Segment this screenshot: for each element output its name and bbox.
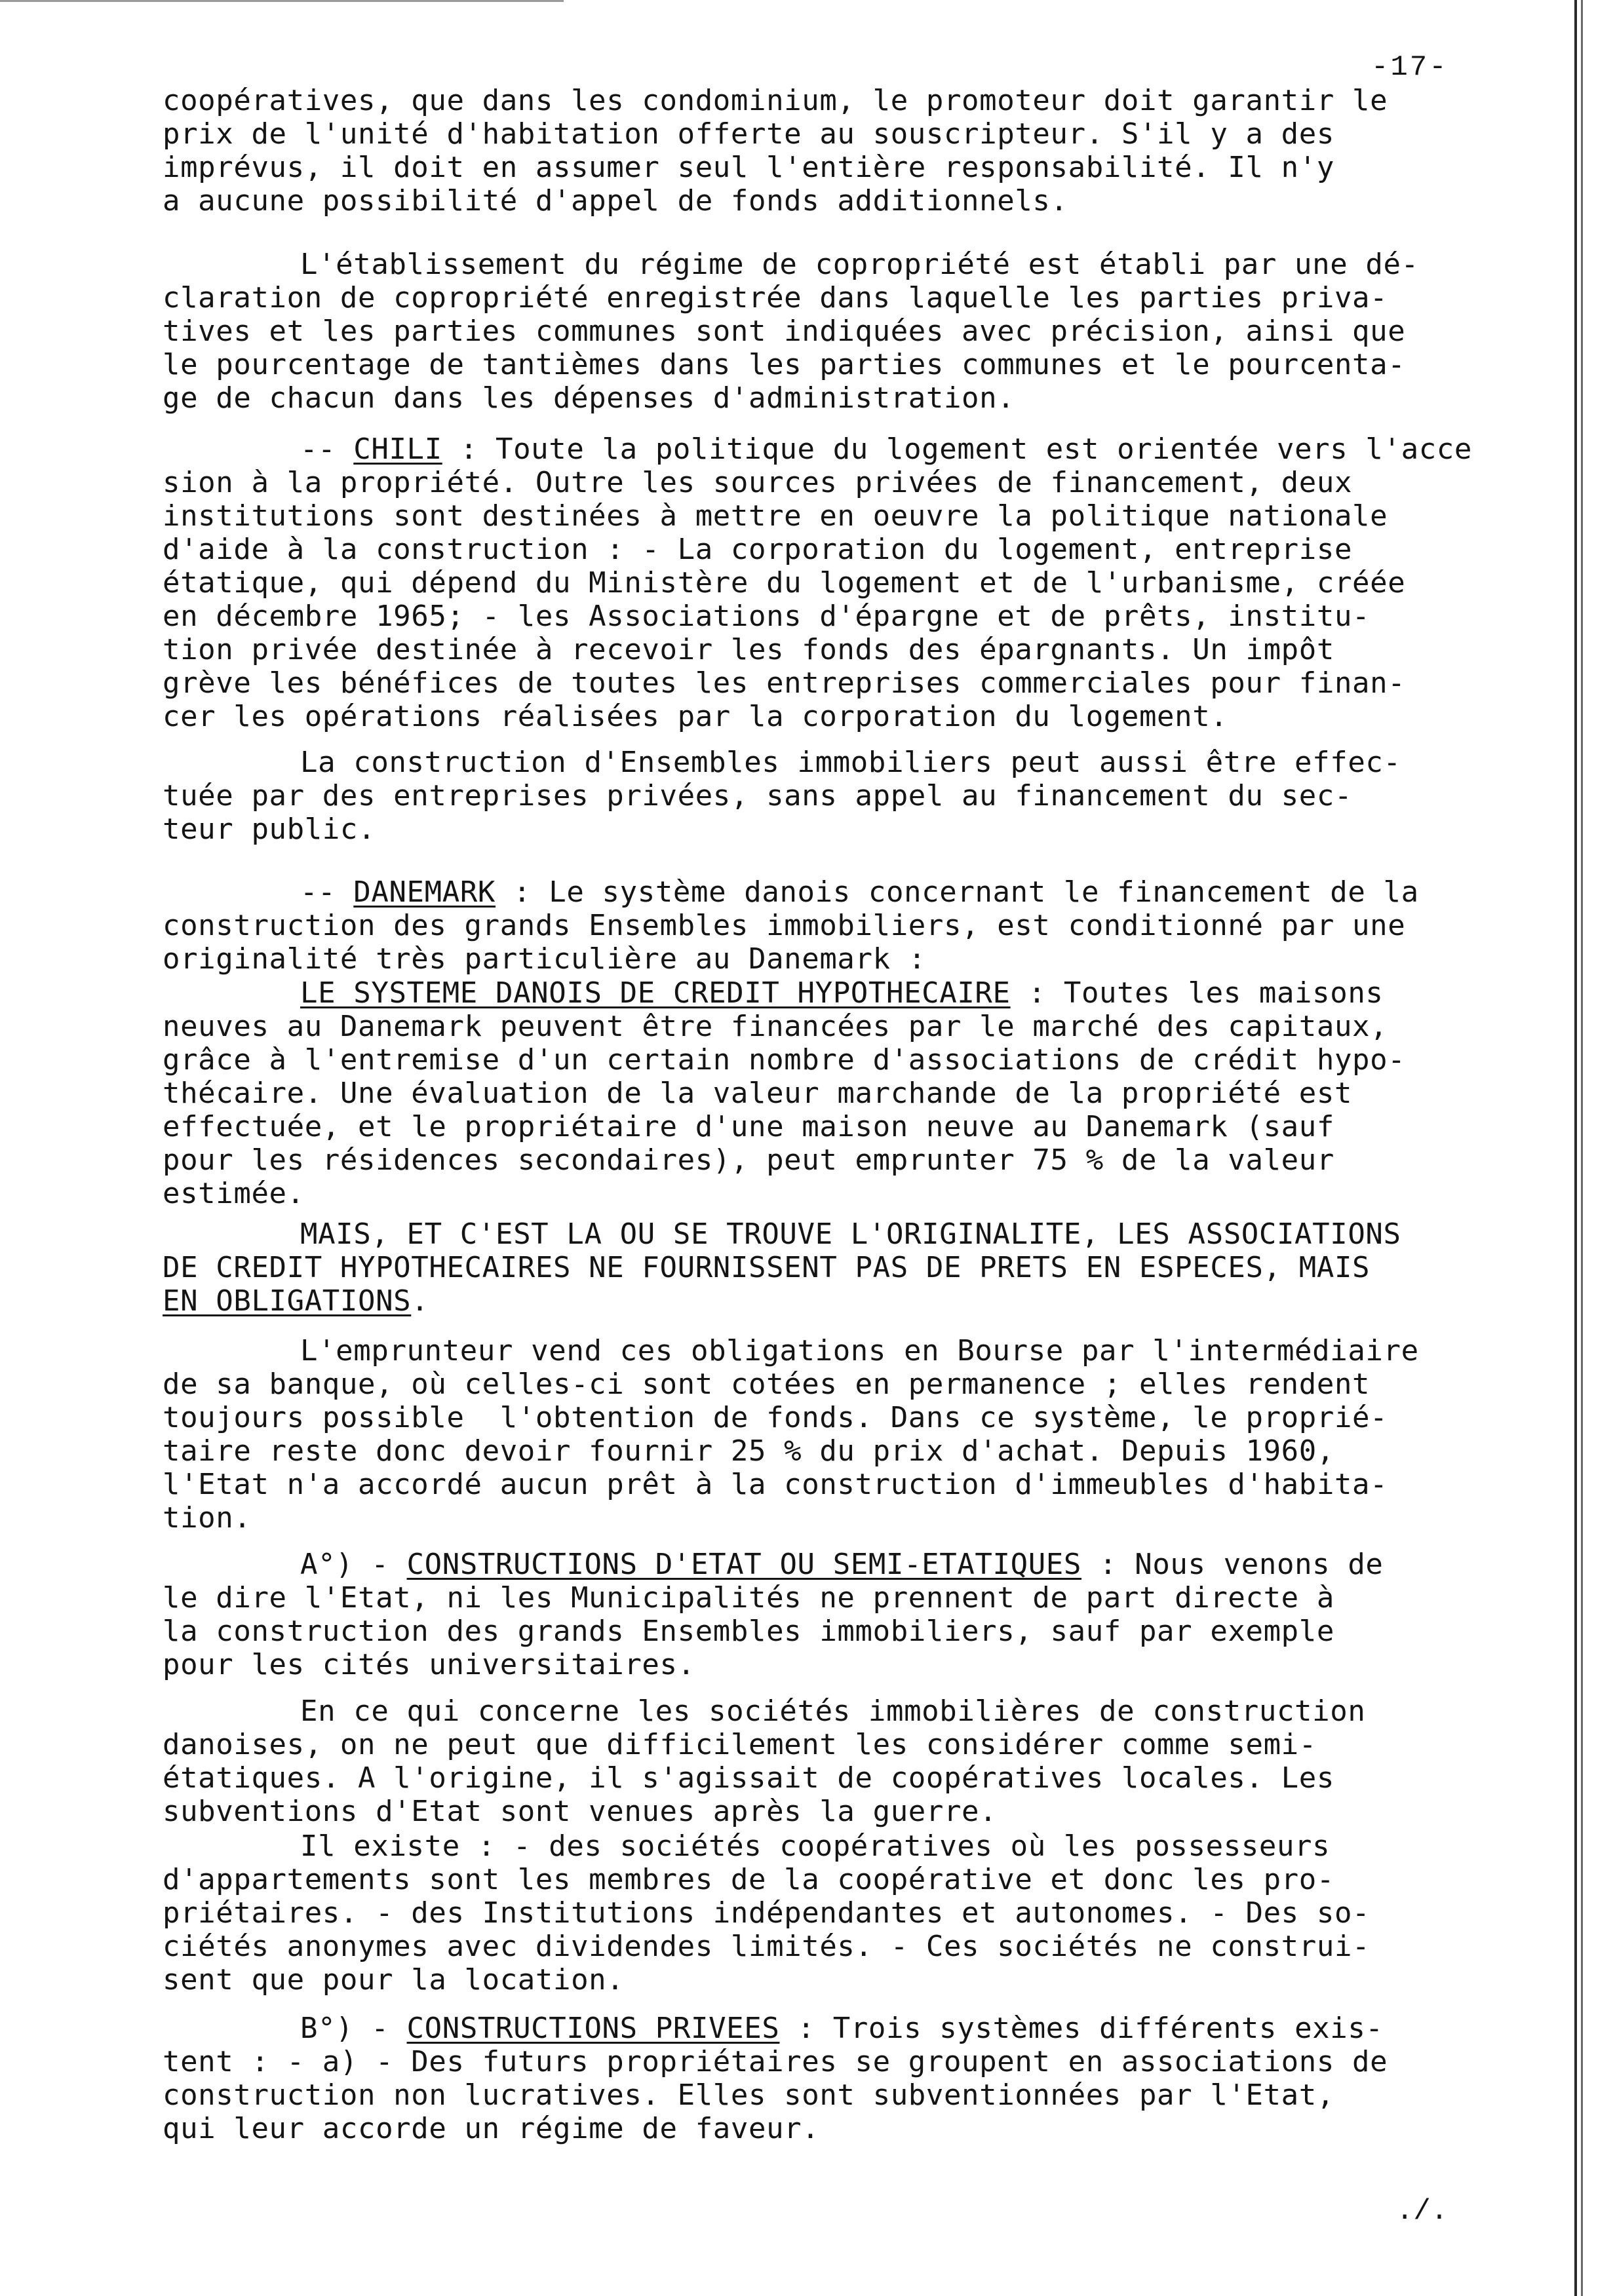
text-line: l'Etat n'a accordé aucun prêt à la construction d'immeubles d'habita-	[163, 1468, 1388, 1501]
text-line: la construction des grands Ensembles immobiliers, sauf par exemple	[163, 1615, 1334, 1648]
paragraph-danemark	[163, 875, 1559, 976]
text-line: La construction d'Ensembles immobiliers peut aussi être effec-	[300, 746, 1401, 779]
paragraph-societes-danoises	[163, 1694, 1559, 1828]
text-line: : Toutes les maisons	[1010, 976, 1384, 1010]
text-line: en décembre 1965; - les Associations d'épargne et de prêts, institu-	[163, 600, 1371, 633]
text-line: : Trois systèmes différents exis-	[779, 2012, 1384, 2045]
text-line: le pourcentage de tantièmes dans les parties communes et le pourcenta-	[163, 348, 1406, 381]
text-line: thécaire. Une évaluation de la valeur marchande de la propriété est	[163, 1077, 1353, 1110]
paragraph-originalite	[163, 1217, 1559, 1318]
text-line: claration de copropriété enregistrée dans laquelle les parties priva-	[163, 281, 1388, 315]
chili-lead-indent	[163, 432, 300, 466]
text-line: priétaires. - des Institutions indépendantes et autonomes. - Des so-	[163, 1896, 1371, 1930]
text-line: toujours possible l'obtention de fonds. Dans ce système, le proprié-	[163, 1401, 1388, 1434]
heading-chili: CHILI	[353, 432, 442, 466]
text-line: a aucune possibilité d'appel de fonds additionnels.	[163, 184, 1068, 218]
text-line: tion privée destinée à recevoir les fonds des épargnants. Un impôt	[163, 633, 1334, 666]
text-line: subventions d'Etat sont venues après la guerre.	[163, 1795, 998, 1828]
dash-lead: --	[300, 875, 354, 909]
section-a-indent	[163, 1548, 300, 1581]
text-line: teur public.	[163, 813, 376, 846]
section-b-indent	[163, 2012, 300, 2045]
text-line: DE CREDIT HYPOTHECAIRES NE FOURNISSENT PAS DE PRETS EN ESPECES, MAIS	[163, 1251, 1371, 1284]
heading-danemark: DANEMARK	[353, 875, 496, 909]
paragraph-emprunteur	[163, 1334, 1559, 1535]
paragraph-credit-hypothecaire	[163, 976, 1559, 1210]
heading-credit-hypothecaire: LE SYSTEME DANOIS DE CREDIT HYPOTHECAIRE	[300, 976, 1011, 1010]
text-line: sent que pour la location.	[163, 1963, 625, 1997]
text-line: tives et les parties communes sont indiquées avec précision, ainsi que	[163, 315, 1406, 348]
text-line: Il existe : - des sociétés coopératives où les possesseurs	[300, 1829, 1331, 1863]
text-line: étatiques. A l'origine, il s'agissait de coopératives locales. Les	[163, 1761, 1334, 1795]
text-line: qui leur accorde un régime de faveur.	[163, 2112, 820, 2145]
paragraph-il-existe	[163, 1829, 1559, 1997]
text-line: : Le système danois concernant le financement de la	[496, 875, 1419, 909]
text-line: tion.	[163, 1501, 252, 1535]
text-line: coopératives, que dans les condominium, le promoteur doit garantir le	[163, 84, 1388, 117]
text-line: imprévus, il doit en assumer seul l'entière responsabilité. Il n'y	[163, 151, 1334, 184]
heading-constructions-etat: CONSTRUCTIONS D'ETAT OU SEMI-ETATIQUES	[406, 1548, 1081, 1581]
continuation-mark: ./.	[1396, 2195, 1449, 2228]
text-line: pour les résidences secondaires), peut emprunter 75 % de la valeur	[163, 1143, 1334, 1177]
text-line: cer les opérations réalisées par la corporation du logement.	[163, 700, 1228, 733]
paragraph-constructions-etat	[163, 1548, 1559, 1681]
text-line: étatique, qui dépend du Ministère du logement et de l'urbanisme, créée	[163, 566, 1406, 600]
text-line: pour les cités universitaires.	[163, 1648, 695, 1681]
paragraph-intro-continued	[163, 84, 1559, 218]
text-line: taire reste donc devoir fournir 25 % du prix d'achat. Depuis 1960,	[163, 1434, 1334, 1468]
danemark-lead-indent	[163, 875, 300, 909]
text-line: : Nous venons de	[1081, 1548, 1384, 1581]
paragraph-chili	[163, 432, 1559, 733]
section-a-label: A°) -	[300, 1548, 407, 1581]
text-line: ge de chacun dans les dépenses d'administration.	[163, 381, 1015, 415]
emphasis-en-obligations: EN OBLIGATIONS	[163, 1284, 412, 1318]
paragraph-constructions-privees	[163, 2012, 1559, 2145]
text-line: grève les bénéfices de toutes les entreprises commerciales pour finan-	[163, 666, 1406, 700]
heading-constructions-privees: CONSTRUCTIONS PRIVEES	[406, 2012, 780, 2045]
text-line: construction non lucratives. Elles sont subventionnées par l'Etat,	[163, 2078, 1334, 2112]
dash-lead: --	[300, 432, 354, 466]
paragraph-ensembles-prives	[163, 746, 1559, 846]
text-line: institutions sont destinées à mettre en oeuvre la politique nationale	[163, 499, 1388, 533]
text-line: tuée par des entreprises privées, sans appel au financement du sec-	[163, 779, 1353, 813]
text-line: : Toute la politique du logement est orientée vers l'acce	[442, 432, 1472, 466]
text-line: En ce qui concerne les sociétés immobilières de construction	[300, 1694, 1366, 1728]
top-edge-rule	[0, 0, 564, 2]
text-line: L'emprunteur vend ces obligations en Bourse par l'intermédiaire	[300, 1334, 1419, 1368]
text-line: sion à la propriété. Outre les sources privées de financement, deux	[163, 466, 1353, 499]
text-line: originalité très particulière au Danemark :	[163, 942, 926, 976]
section-b-label: B°) -	[300, 2012, 407, 2045]
text-line: effectuée, et le propriétaire d'une maison neuve au Danemark (sauf	[163, 1110, 1334, 1143]
text-line: grâce à l'entremise d'un certain nombre d'associations de crédit hypo-	[163, 1043, 1406, 1077]
text-line: estimée.	[163, 1177, 305, 1210]
text-line: de sa banque, où celles-ci sont cotées en permanence ; elles rendent	[163, 1368, 1371, 1401]
text-punctuation: .	[411, 1284, 429, 1318]
text-line: MAIS, ET C'EST LA OU SE TROUVE L'ORIGINALITE, LES ASSOCIATIONS	[300, 1217, 1401, 1251]
text-line: danoises, on ne peut que difficilement les considérer comme semi-	[163, 1728, 1317, 1761]
text-line: d'aide à la construction : - La corporation du logement, entreprise	[163, 533, 1353, 566]
text-line: prix de l'unité d'habitation offerte au souscripteur. S'il y a des	[163, 117, 1334, 151]
text-line: L'établissement du régime de copropriété est établi par une dé-	[300, 248, 1419, 281]
text-line: ciétés anonymes avec dividendes limités. - Ces sociétés ne construi-	[163, 1930, 1371, 1963]
text-line: le dire l'Etat, ni les Municipalités ne prennent de part directe à	[163, 1581, 1334, 1615]
text-line: d'appartements sont les membres de la coopérative et donc les pro-	[163, 1863, 1334, 1896]
text-line: tent : - a) - Des futurs propriétaires se groupent en associations de	[163, 2045, 1388, 2078]
text-line: neuves au Danemark peuvent être financées par le marché des capitaux,	[163, 1010, 1388, 1043]
paragraph-copropriete	[163, 248, 1559, 415]
page-number: -17-	[1371, 51, 1449, 84]
credit-lead-indent	[163, 976, 300, 1010]
text-line: construction des grands Ensembles immobiliers, est conditionné par une	[163, 909, 1406, 942]
scan-edge-border	[1574, 0, 1615, 2296]
